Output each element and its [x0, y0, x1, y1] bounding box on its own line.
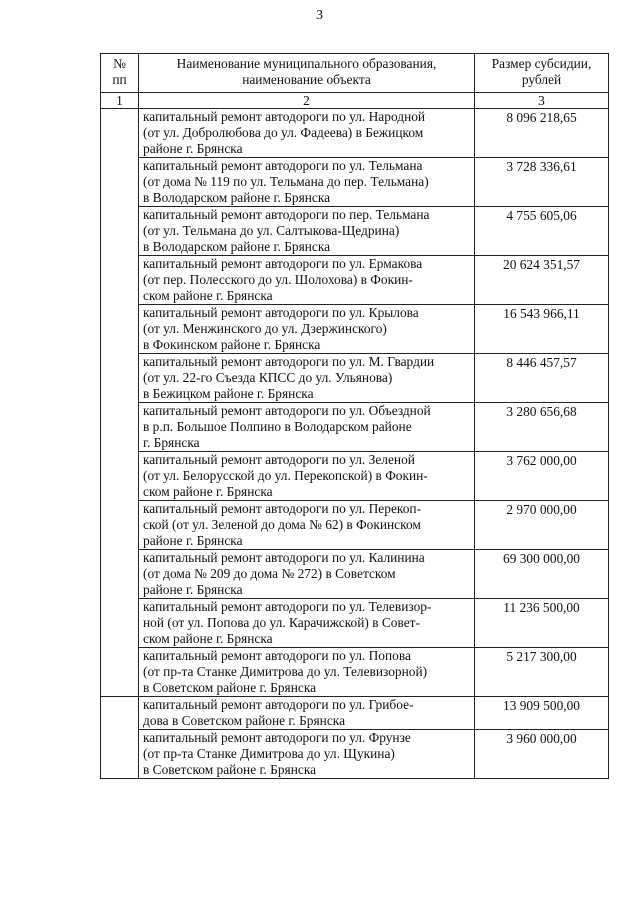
table-row: [101, 109, 609, 158]
object-name-cell: капитальный ремонт автодороги по ул. Объездной в р.п. Большое Полпино в Володарском районе г. Брянска: [139, 403, 475, 452]
subsidy-amount-cell: 3 728 336,61: [475, 158, 609, 207]
subsidy-amount-cell: 69 300 000,00: [475, 550, 609, 599]
subsidy-amount-cell: 3 762 000,00: [475, 452, 609, 501]
object-name-cell: капитальный ремонт автодороги по ул. Калинина (от дома № 209 до дома № 272) в Советском районе г. Брянска: [139, 550, 475, 599]
column-number: 3: [475, 93, 609, 109]
row-index-cell: [101, 109, 139, 697]
subsidy-amount-cell: 11 236 500,00: [475, 599, 609, 648]
table-header-row: [101, 54, 609, 93]
table-row: [101, 501, 609, 550]
page-number: 3: [316, 8, 323, 23]
header-name: Наименование муниципального образования, наименование объекта: [139, 54, 475, 93]
subsidy-amount-cell: 4 755 605,06: [475, 207, 609, 256]
object-name-cell: капитальный ремонт автодороги по ул. Крылова (от ул. Менжинского до ул. Дзержинского) в Фокинском районе г. Брянска: [139, 305, 475, 354]
header-num: № пп: [101, 54, 139, 93]
object-name-cell: капитальный ремонт автодороги по ул. Перекоп- ской (от ул. Зеленой до дома № 62) в Фокинском районе г. Брянска: [139, 501, 475, 550]
row-index-cell: [101, 697, 139, 779]
subsidy-table: [100, 53, 609, 779]
subsidy-amount-cell: 3 960 000,00: [475, 730, 609, 779]
subsidy-amount-cell: 16 543 966,11: [475, 305, 609, 354]
table-row: [101, 648, 609, 697]
object-name-cell: капитальный ремонт автодороги по ул. Грибое- дова в Советском районе г. Брянска: [139, 697, 475, 730]
header-amount: Размер субсидии, рублей: [475, 54, 609, 93]
object-name-cell: капитальный ремонт автодороги по ул. Попова (от пр-та Станке Димитрова до ул. Телевизорной) в Советском районе г. Брянска: [139, 648, 475, 697]
table-row: [101, 550, 609, 599]
column-number: 2: [139, 93, 475, 109]
subsidy-amount-cell: 5 217 300,00: [475, 648, 609, 697]
column-number: 1: [101, 93, 139, 109]
object-name-cell: капитальный ремонт автодороги по ул. М. Гвардии (от ул. 22-го Съезда КПСС до ул. Ульянова) в Бежицком районе г. Брянска: [139, 354, 475, 403]
object-name-cell: капитальный ремонт автодороги по пер. Тельмана (от ул. Тельмана до ул. Салтыкова-Щедрина) в Володарском районе г. Брянска: [139, 207, 475, 256]
subsidy-amount-cell: 20 624 351,57: [475, 256, 609, 305]
table-row: [101, 452, 609, 501]
table-row: [101, 158, 609, 207]
object-name-cell: капитальный ремонт автодороги по ул. Народной (от ул. Добролюбова до ул. Фадеева) в Бежицком районе г. Брянска: [139, 109, 475, 158]
table-row: [101, 256, 609, 305]
object-name-cell: капитальный ремонт автодороги по ул. Телевизор- ной (от ул. Попова до ул. Карачижской) в Совет- ском районе г. Брянска: [139, 599, 475, 648]
object-name-cell: капитальный ремонт автодороги по ул. Тельмана (от дома № 119 по ул. Тельмана до пер. Тельмана) в Володарском районе г. Брянска: [139, 158, 475, 207]
table-row: [101, 730, 609, 779]
table-row: [101, 697, 609, 730]
table-row: [101, 599, 609, 648]
subsidy-amount-cell: 3 280 656,68: [475, 403, 609, 452]
table-row: [101, 305, 609, 354]
object-name-cell: капитальный ремонт автодороги по ул. Зеленой (от ул. Белорусской до ул. Перекопской) в Фокин- ском районе г. Брянска: [139, 452, 475, 501]
subsidy-amount-cell: 8 446 457,57: [475, 354, 609, 403]
object-name-cell: капитальный ремонт автодороги по ул. Фрунзе (от пр-та Станке Димитрова до ул. Щукина) в Советском районе г. Брянска: [139, 730, 475, 779]
table-row: [101, 207, 609, 256]
column-number-row: [101, 93, 609, 109]
subsidy-amount-cell: 8 096 218,65: [475, 109, 609, 158]
table-row: [101, 403, 609, 452]
object-name-cell: капитальный ремонт автодороги по ул. Ермакова (от пер. Полесского до ул. Шолохова) в Фокин- ском районе г. Брянска: [139, 256, 475, 305]
table-row: [101, 354, 609, 403]
subsidy-amount-cell: 2 970 000,00: [475, 501, 609, 550]
subsidy-amount-cell: 13 909 500,00: [475, 697, 609, 730]
